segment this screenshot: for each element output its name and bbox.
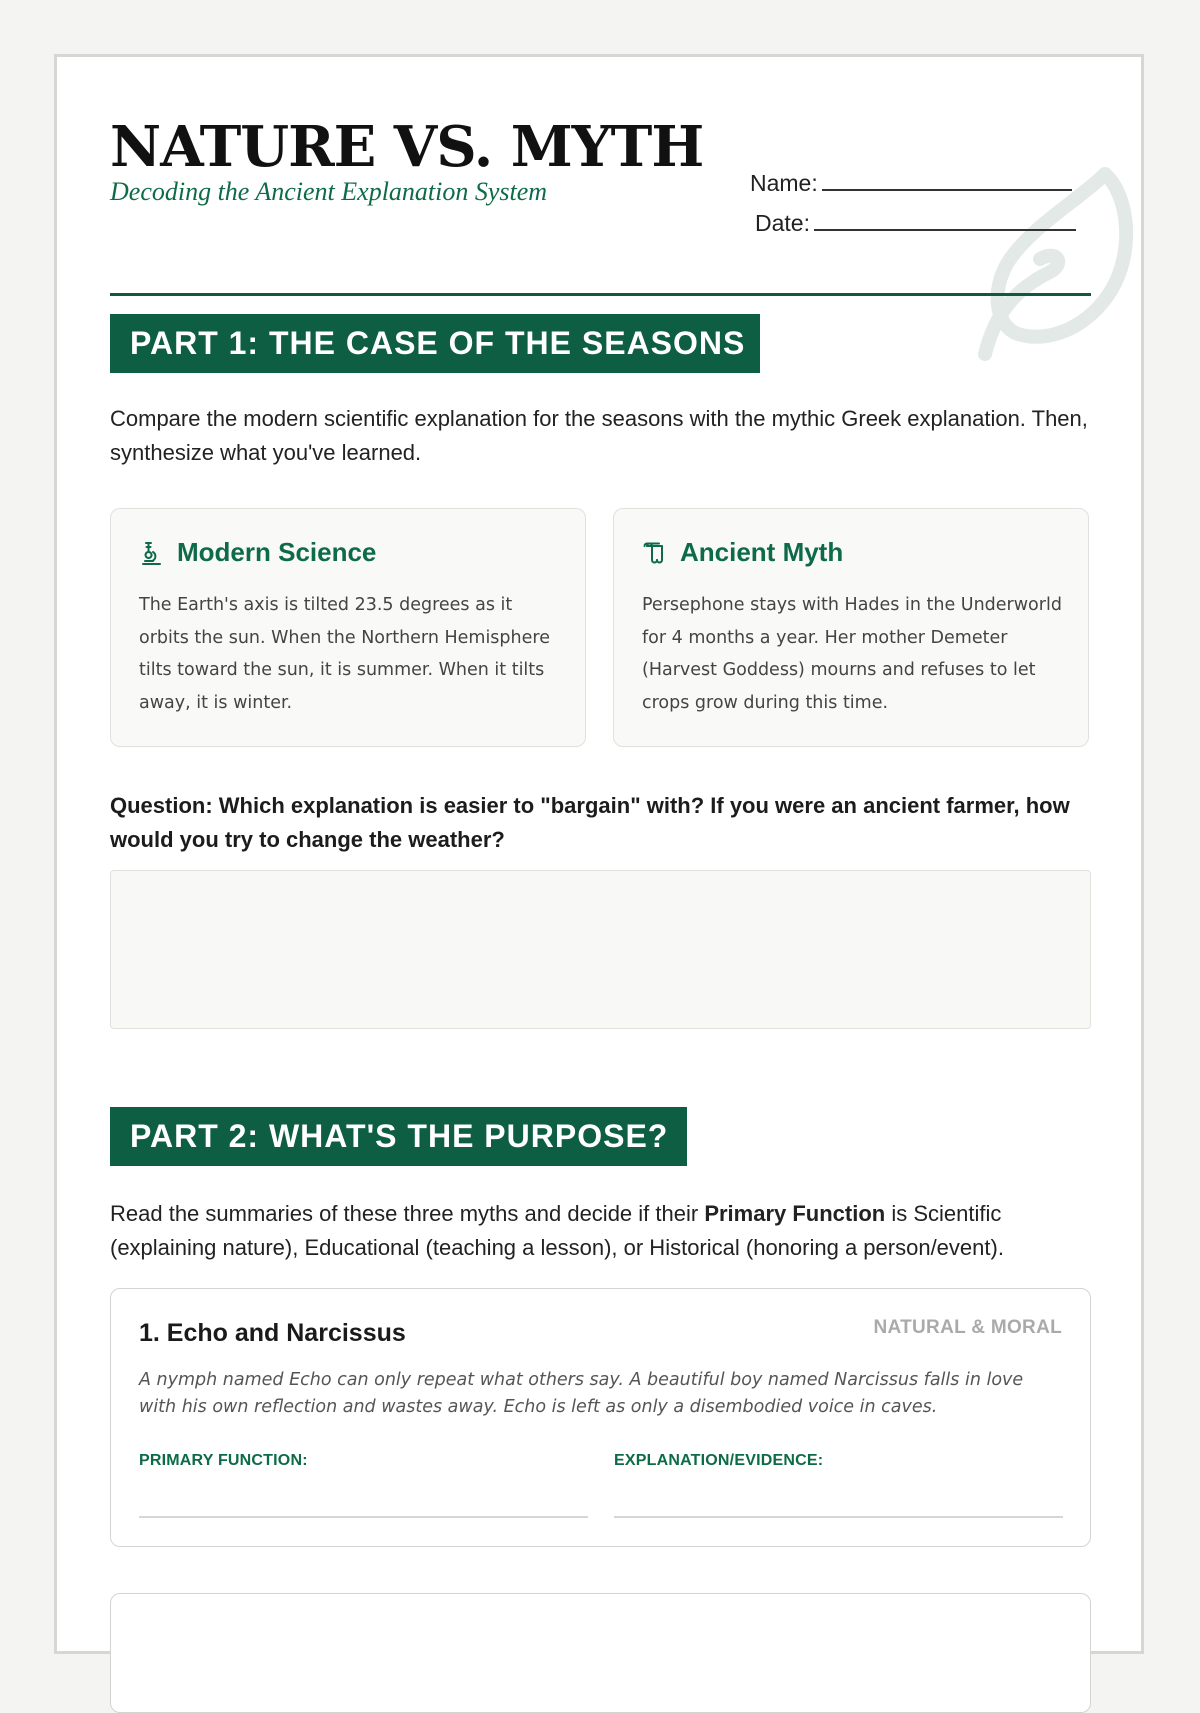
microscope-icon <box>139 540 163 566</box>
myth-card-title <box>642 537 843 568</box>
date-row <box>755 207 1076 237</box>
date-label: Date: <box>755 210 810 236</box>
page-subtitle: Decoding the Ancient Explanation System <box>110 177 548 206</box>
primary-function-field[interactable] <box>139 1516 588 1518</box>
myth-item-card-next <box>110 1593 1091 1713</box>
scroll-icon <box>642 540 666 566</box>
myth-item-tag: NATURAL & MORAL <box>873 1317 1062 1338</box>
part2-intro-bold: Primary Function <box>704 1201 886 1226</box>
science-card-body: The Earth's axis is tilted 23.5 degrees as it orbits the sun. When the Northern Hemisphere tilts toward the sun, it is summer. When it tilts away, it is winter. <box>139 595 550 713</box>
myth-card-title-text: Ancient Myth <box>680 537 844 567</box>
myth-item-summary: A nymph named Echo can only repeat what others say. A beautiful boy named Narcissus falls in love with his own reflection and wastes away. Echo is left as only a disembodied voice in caves. <box>139 1370 1024 1417</box>
science-card-title-text: Modern Science <box>177 537 377 567</box>
leaf-icon <box>940 164 1170 394</box>
worksheet-header <box>110 109 1091 295</box>
date-field[interactable] <box>814 207 1076 231</box>
name-label: Name: <box>750 170 818 196</box>
part2-banner: PART 2: WHAT'S THE PURPOSE? <box>110 1107 687 1166</box>
science-card <box>110 508 586 747</box>
myth-card <box>613 508 1089 747</box>
header-divider <box>110 293 1091 296</box>
part1-question: Question: Which explanation is easier to "bargain" with? If you were an ancient farmer, how would you try to change the weather? <box>110 793 1070 852</box>
name-row <box>750 167 1072 197</box>
primary-function-label: PRIMARY FUNCTION: <box>139 1452 308 1469</box>
myth-item-title: 1. Echo and Narcissus <box>139 1319 406 1347</box>
name-field[interactable] <box>822 167 1072 191</box>
myth-item-card <box>110 1288 1091 1547</box>
part2-intro-start: Read the summaries of these three myths and decide if their <box>110 1201 705 1226</box>
myth-card-body: Persephone stays with Hades in the Underworld for 4 months a year. Her mother Demeter (Harvest Goddess) mourns and refuses to let crops grow during this time. <box>642 595 1062 713</box>
part1-answer-box[interactable] <box>110 870 1091 1029</box>
part2-intro <box>110 1197 1095 1265</box>
part1-banner: PART 1: THE CASE OF THE SEASONS <box>110 314 760 373</box>
explanation-evidence-field[interactable] <box>614 1516 1063 1518</box>
worksheet-page <box>54 54 1144 1654</box>
page-title: NATURE VS. MYTH <box>110 114 704 180</box>
part1-intro: Compare the modern scientific explanation for the seasons with the mythic Greek explanation. Then, synthesize what you've learned. <box>110 406 1088 465</box>
part2-intro-end: is Scientific (explaining nature), Educational (teaching a lesson), or Historical (honoring a person/event). <box>110 1201 1004 1260</box>
explanation-evidence-label: EXPLANATION/EVIDENCE: <box>614 1452 824 1469</box>
science-card-title <box>139 537 376 568</box>
